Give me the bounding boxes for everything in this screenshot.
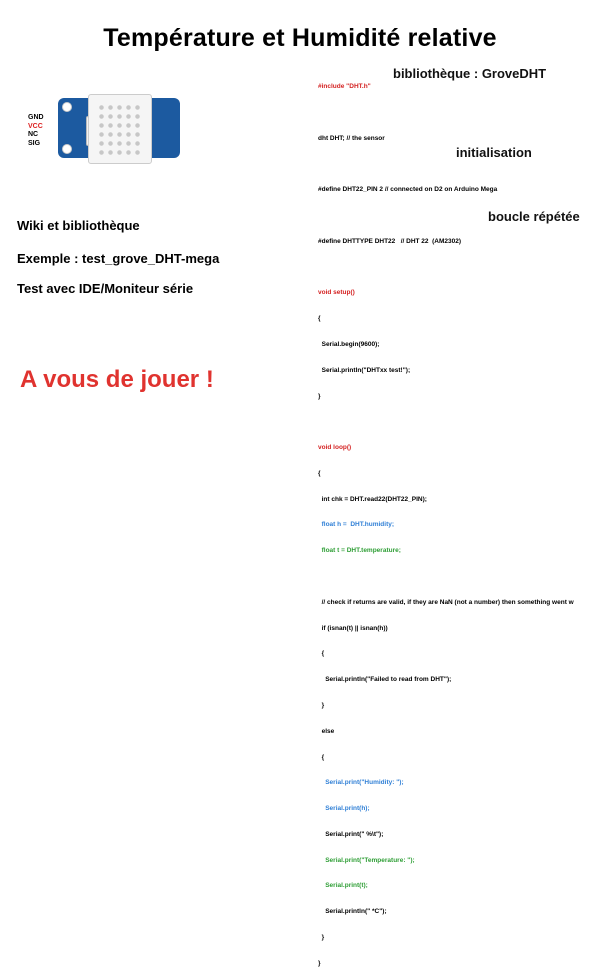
slide-title: Température et Humidité relative (103, 24, 497, 52)
call-to-action: A vous de jouer ! (20, 366, 214, 393)
code-line: { (318, 315, 321, 323)
code-line: Serial.begin(9600); (318, 341, 380, 348)
code-line: } (318, 959, 321, 967)
code-line: Serial.print("Temperature: "); (318, 856, 415, 864)
code-line: // check if returns are valid, if they are NaN (not a number) then something went w (318, 598, 574, 606)
code-line: Serial.print(t); (318, 882, 368, 890)
code-line: #include "DHT.h" (318, 83, 371, 91)
code-line: { (318, 469, 321, 477)
code-line: dht DHT; // the sensor (318, 134, 385, 142)
code-line: if (isnan(t) || isnan(h)) (318, 624, 388, 632)
code-line: Serial.print("Humidity: "); (318, 779, 404, 787)
code-line: { (318, 753, 325, 761)
code-line: } (318, 392, 321, 400)
code-line: Serial.println(" *C"); (318, 908, 387, 916)
code-line: Serial.print(h); (318, 805, 370, 813)
wiki-label: Wiki et bibliothèque (17, 218, 140, 233)
code-line: void setup() (318, 289, 355, 297)
code-line: Serial.println("Failed to read from DHT"); (318, 676, 452, 684)
code-line: } (318, 933, 325, 941)
annotation-init: initialisation (456, 145, 532, 160)
code-line: float t = DHT.temperature; (318, 547, 401, 555)
test-label: Test avec IDE/Moniteur série (17, 281, 194, 296)
code-line: Serial.print(" %\t"); (318, 830, 384, 838)
pin-sig: SIG (28, 139, 41, 147)
code-line: float h = DHT.humidity; (318, 521, 395, 529)
code-line: } (318, 701, 325, 709)
example-label: Exemple : test_grove_DHT-mega (17, 251, 220, 266)
code-line: #define DHTTYPE DHT22 // DHT 22 (AM2302) (318, 237, 462, 245)
annotation-loop: boucle répétée (488, 209, 580, 224)
pin-gnd: GND (28, 114, 44, 121)
code-line: int chk = DHT.read22(DHT22_PIN); (318, 495, 427, 503)
sensor-grill (97, 103, 143, 155)
pin-labels (28, 114, 44, 148)
code-line: else (318, 727, 335, 735)
pin-nc: NC (28, 131, 39, 138)
code-line: Serial.println("DHTxx test!"); (318, 366, 411, 374)
dht22-module (88, 94, 152, 164)
annotation-library: bibliothèque : GroveDHT (393, 66, 547, 81)
dht-sensor-image (28, 94, 188, 162)
code-line: { (318, 650, 325, 658)
code-line: #define DHT22_PIN 2 // connected on D2 on Arduino Mega (318, 186, 498, 194)
mount-hole (62, 102, 72, 112)
code-line: void loop() (318, 444, 352, 452)
code-listing (318, 66, 600, 967)
pin-vcc: VCC (28, 122, 43, 130)
mount-hole (62, 144, 72, 154)
